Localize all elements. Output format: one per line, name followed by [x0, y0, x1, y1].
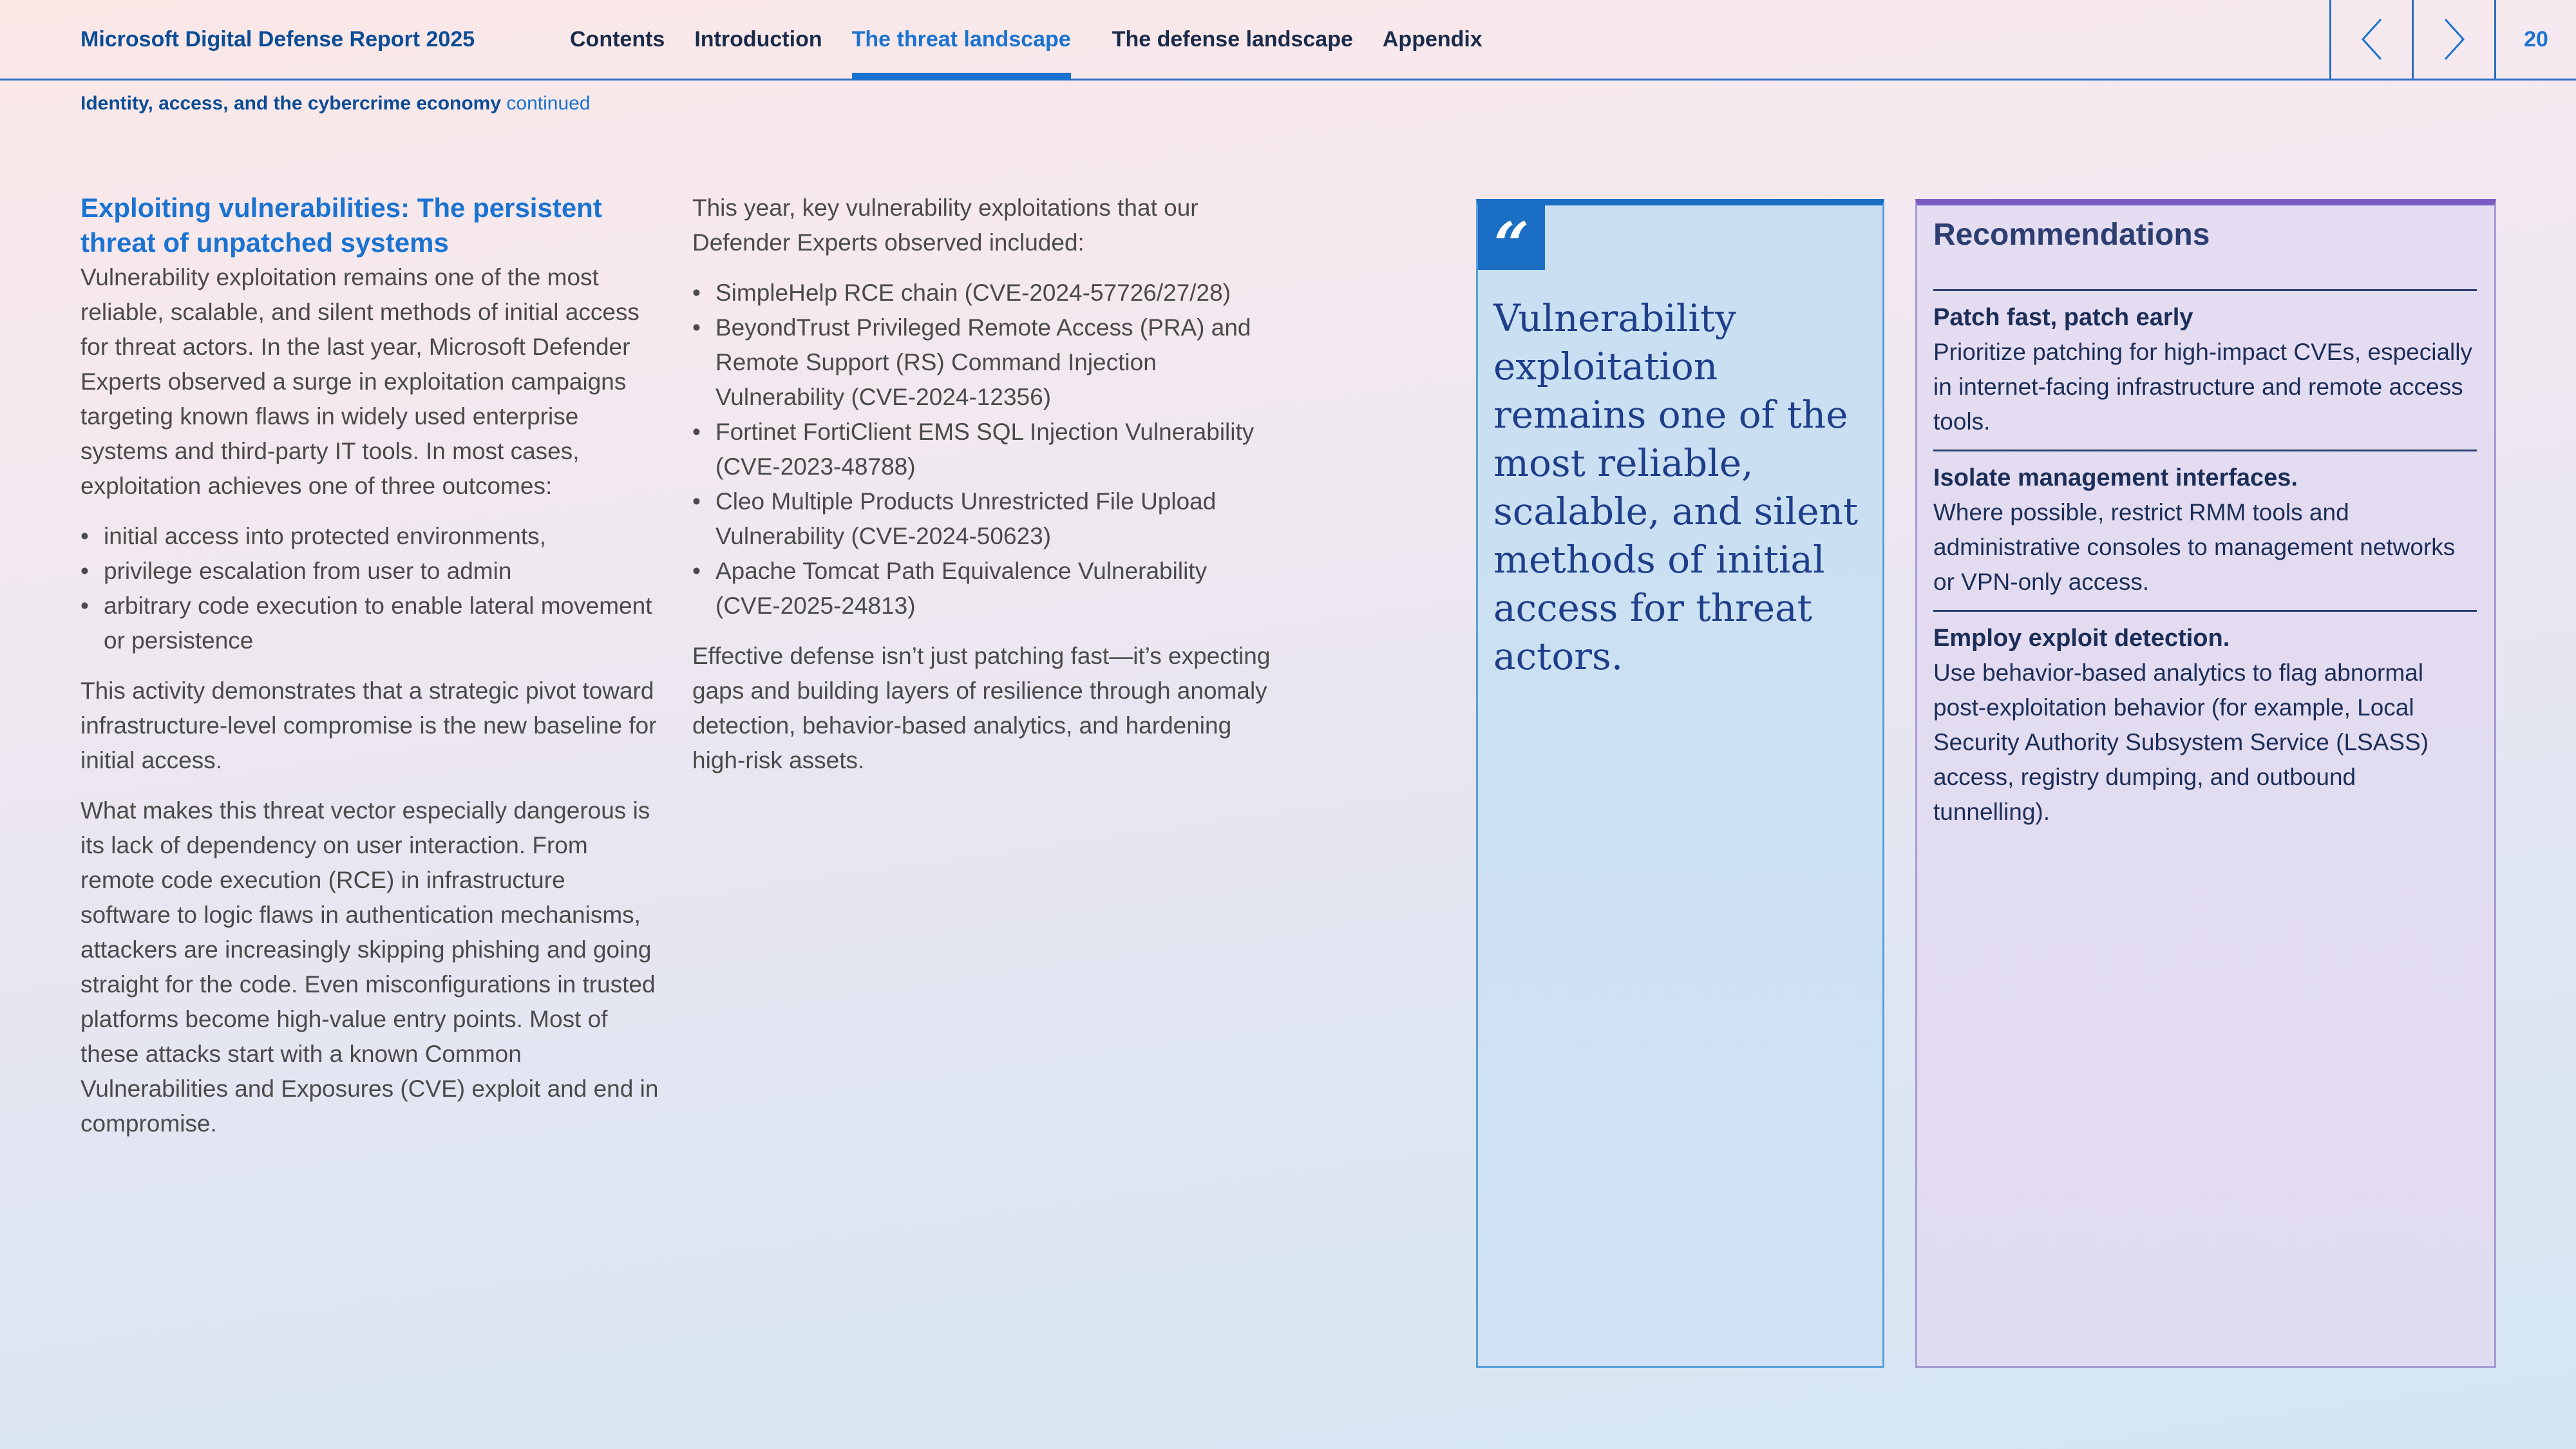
quote-icon: “	[1478, 205, 1545, 270]
recommendations-list	[1933, 289, 2477, 840]
list-item: • Cleo Multiple Products Unrestricted File Upload Vulnerability (CVE-2024-50623)	[692, 484, 1272, 554]
main-nav	[570, 0, 1512, 79]
list-item: • Fortinet FortiClient EMS SQL Injection Vulnerability (CVE-2023-48788)	[692, 415, 1272, 484]
chevron-right-icon	[2441, 17, 2467, 62]
recommendation-item	[1933, 610, 2477, 840]
cve-list	[692, 276, 1272, 623]
article-heading: Exploiting vulnerabilities: The persistent threat of unpatched systems	[80, 193, 602, 258]
column-two	[692, 191, 1272, 778]
top-header	[0, 0, 2576, 80]
intro-paragraph: Vulnerability exploitation remains one of the most reliable, scalable, and silent methods of initial access for threat actors. In the last year, Microsoft Defender Experts observed a surge in exploitation campaigns targeting known flaws in widely used enterprise systems and third-party IT tools. In most cases, exploitation achieves one of three outcomes:	[80, 264, 639, 499]
next-page-button[interactable]	[2412, 0, 2494, 79]
chevron-left-icon	[2359, 17, 2385, 62]
recommendation-item	[1933, 289, 2477, 450]
continued-label: continued	[506, 93, 591, 114]
pull-quote-text: Vulnerability exploitation remains one of the most reliable, scalable, and silent methods of initial access for threat actors.	[1493, 296, 1859, 678]
nav-threat-landscape[interactable]: The threat landscape	[852, 0, 1071, 79]
nav-defense-landscape[interactable]: The defense landscape	[1112, 27, 1353, 52]
list-item: • Apache Tomcat Path Equivalence Vulnerability (CVE-2025-24813)	[692, 554, 1272, 623]
pivot-paragraph: This activity demonstrates that a strategic pivot toward infrastructure-level compromise is the new baseline for initial access.	[80, 677, 657, 773]
recommendation-body: Use behavior-based analytics to flag abnormal post-exploitation behavior (for example, Local Security Authority Subsystem Service (LSASS) access, registry dumping, and outbound tunnelling).	[1933, 659, 2429, 825]
report-title[interactable]: Microsoft Digital Defense Report 2025	[80, 27, 475, 52]
page-number: 20	[2494, 0, 2576, 79]
recommendation-title: Patch fast, patch early	[1933, 304, 2193, 331]
exploitations-intro: This year, key vulnerability exploitations that our Defender Experts observed included:	[692, 194, 1198, 256]
closing-paragraph: Effective defense isn’t just patching fast—it’s expecting gaps and building layers of resilience through anomaly detection, behavior-based analytics, and hardening high-risk assets.	[692, 643, 1271, 773]
danger-paragraph: What makes this threat vector especially dangerous is its lack of dependency on user interaction. From remote code execution (RCE) in infrastructure software to logic flaws in authentication mechanisms, attackers are increasingly skipping phishing and going straight for the code. Even misconfigurations in trusted platforms become high-value entry points. Most of these attacks start with a known Common Vulnerabilities and Exposures (CVE) exploit and end in compromise.	[80, 797, 659, 1137]
list-item: • BeyondTrust Privileged Remote Access (PRA) and Remote Support (RS) Command Injection Vulnerability (CVE-2024-12356)	[692, 310, 1272, 415]
recommendation-body: Where possible, restrict RMM tools and administrative consoles to management networks or VPN-only access.	[1933, 499, 2456, 595]
list-item: • SimpleHelp RCE chain (CVE-2024-57726/27/28)	[692, 276, 1272, 310]
recommendation-title: Isolate management interfaces.	[1933, 464, 2298, 491]
nav-introduction[interactable]: Introduction	[694, 27, 822, 52]
recommendation-body: Prioritize patching for high-impact CVEs, especially in internet-facing infrastructure and remote access tools.	[1933, 339, 2472, 435]
column-one	[80, 191, 660, 1141]
previous-page-button[interactable]	[2329, 0, 2412, 79]
recommendation-item	[1933, 450, 2477, 610]
list-item: • initial access into protected environments,	[80, 519, 660, 554]
pull-quote-panel	[1476, 199, 1884, 1368]
recommendations-title: Recommendations	[1933, 218, 2210, 252]
nav-appendix[interactable]: Appendix	[1382, 27, 1482, 52]
recommendation-title: Employ exploit detection.	[1933, 625, 2230, 652]
section-breadcrumb	[80, 93, 591, 115]
list-item: • arbitrary code execution to enable lateral movement or persistence	[80, 589, 660, 658]
recommendations-panel	[1915, 199, 2496, 1368]
section-title: Identity, access, and the cybercrime economy	[80, 93, 502, 114]
list-item: • privilege escalation from user to admin	[80, 554, 660, 589]
outcomes-list	[80, 519, 660, 658]
nav-contents[interactable]: Contents	[570, 27, 665, 52]
